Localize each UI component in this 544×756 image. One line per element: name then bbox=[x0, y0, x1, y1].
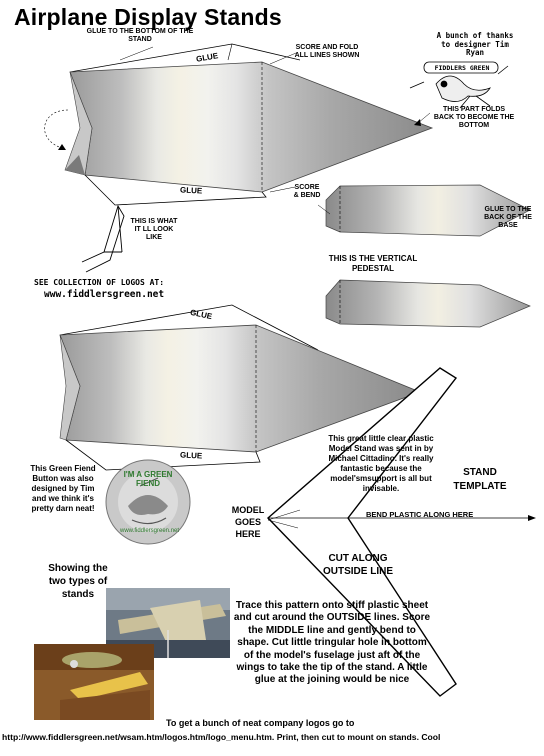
stand-photo bbox=[34, 644, 154, 720]
folds-back-label: THIS PART FOLDS BACK TO BECOME THE BOTTOM bbox=[433, 106, 515, 129]
vertical-pedestal-label: THIS IS THE VERTICAL PEDESTAL bbox=[328, 254, 418, 273]
button-site-text: www.fiddlersgreen.net bbox=[120, 528, 180, 534]
bend-plastic-label: BEND PLASTIC ALONG HERE bbox=[366, 510, 474, 519]
button-ring-text: I'M A GREEN FIEND bbox=[123, 470, 173, 488]
site-label: www.fiddlersgreen.net bbox=[44, 289, 165, 300]
showing-label: Showing the two types of stands bbox=[48, 563, 108, 600]
green-fiend-note: This Green Fiend Button was also designed by Tim and we think it's pretty darn neat! bbox=[30, 464, 96, 513]
clear-plastic-note: This great little clear plastic Model Stand was sent in by Michael Cittadino. It's really fantastic because the model'smsupport is all but invisable. bbox=[328, 434, 434, 493]
model-goes-label: MODEL GOES HERE bbox=[231, 505, 265, 539]
score-fold-label: SCORE AND FOLD ALL LINES SHOWN bbox=[294, 44, 360, 59]
cut-along-label: CUT ALONG OUTSIDE LINE bbox=[322, 553, 393, 577]
see-collection-label: SEE COLLECTION OF LOGOS AT: bbox=[34, 278, 165, 287]
glue-top-1: GLUE bbox=[195, 51, 219, 64]
glue-bottom-label: GLUE TO THE BOTTOM OF THE STAND bbox=[86, 28, 194, 43]
what-it-looks-label: THIS IS WHAT IT LL LOOK LIKE bbox=[130, 218, 178, 241]
stand-template-label: STAND TEMPLATE bbox=[453, 467, 507, 492]
footer-link[interactable]: http://www.fiddlersgreen.net/wsam.htm/logos.htm/logo_menu.htm. Print, then cut to mount on stands. Cool bbox=[2, 732, 441, 742]
trace-instructions: Trace this pattern onto stiff plastic sheet and cut around the OUTSIDE lines. Score the MIDDLE line and gently bend to shape. Cut little tringular hole in bottom of the model's fuselage just aft of the wings to take the tip of the stand. A little glue at the joining would be nice bbox=[233, 600, 431, 686]
score-bend-label: SCORE & BEND bbox=[293, 184, 321, 199]
glue-back-label: GLUE TO THE BACK OF THE BASE bbox=[484, 206, 532, 229]
pedestal-second bbox=[326, 280, 530, 327]
footer-line-1: To get a bunch of neat company logos go to bbox=[166, 718, 355, 728]
thanks-label: A bunch of thanks to designer Tim Ryan bbox=[436, 31, 514, 57]
fiddlers-badge: FIDDLERS GREEN bbox=[434, 64, 490, 72]
glue-top-2: GLUE bbox=[189, 307, 213, 322]
glue-bottom-2: GLUE bbox=[179, 450, 203, 461]
top-stand-template bbox=[45, 44, 432, 205]
assembled-sketch bbox=[82, 206, 124, 272]
glue-bottom-1: GLUE bbox=[179, 185, 203, 196]
page-title: Airplane Display Stands bbox=[14, 4, 282, 30]
